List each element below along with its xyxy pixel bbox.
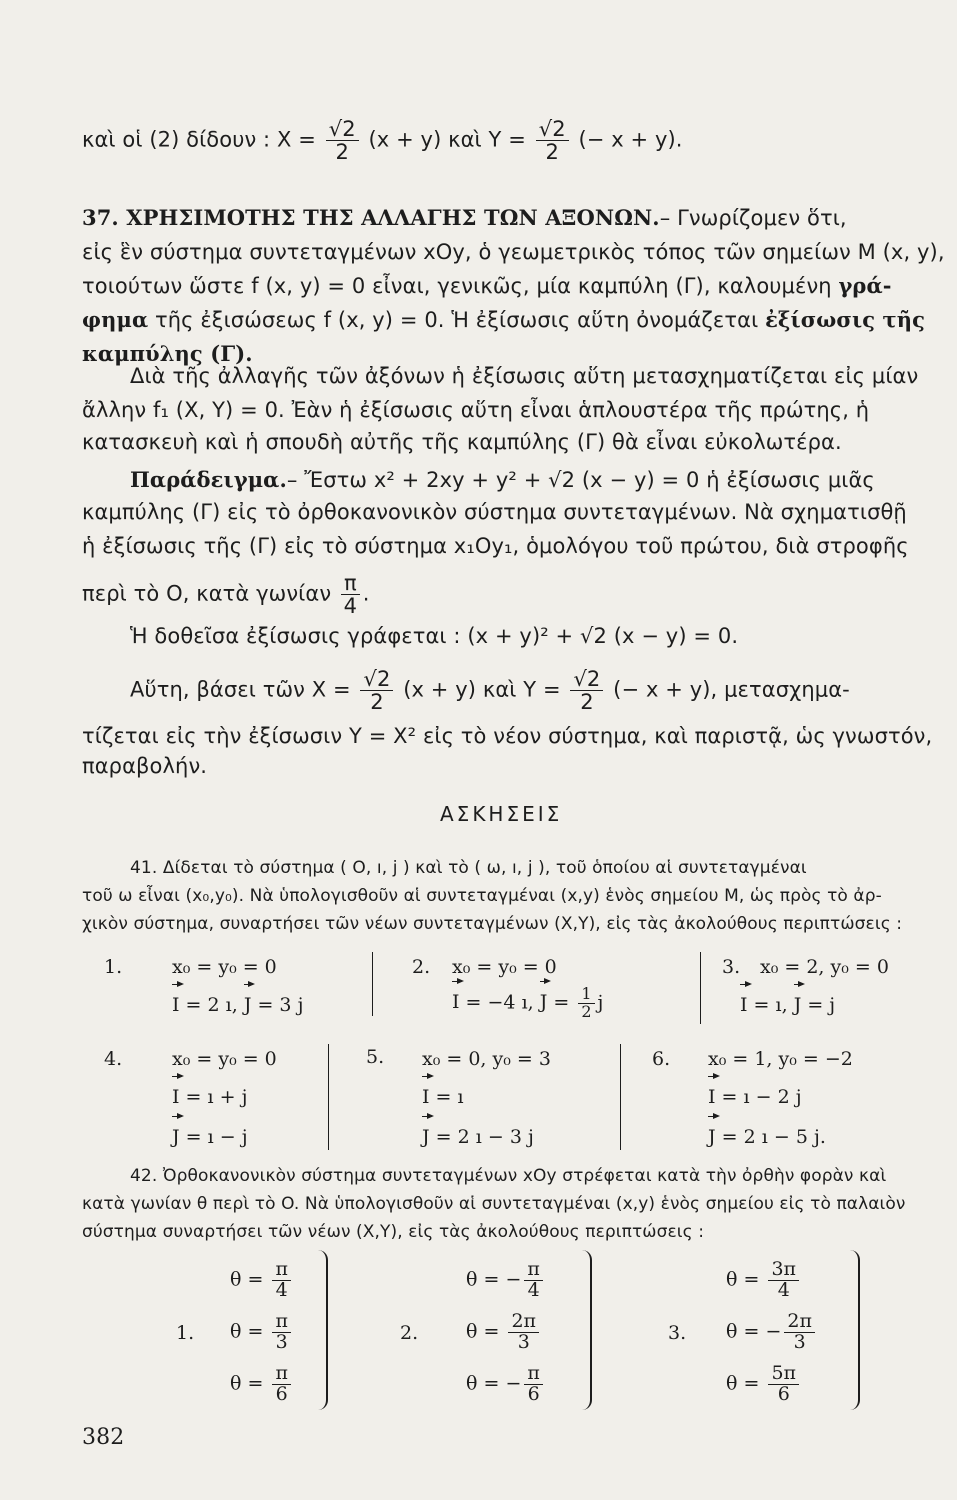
text-line: περὶ τὸ O, κατὰ γωνίαν $\frac{\pi}{4}$ . [82,571,370,619]
case-vector-i: I = ı − 2 j [708,1086,802,1108]
ex41-line: τοῦ ω εἶναι (x₀,y₀). Νὰ ὑπολογισθοῦν αἱ συντεταγμέναι (x,y) ἑνὸς σημείου M, ὡς πρὸς τὸ ἀρ- [82,886,882,906]
ex41-line: 41. Δίδεται τὸ σύστημα ( O, ı, j ) καὶ τὸ ( ω, ı, j ), τοῦ ὁποίου αἱ συντεταγμέναι [130,858,807,878]
ex42-angle-row: θ = − $\frac{2\pi}{3}$ [726,1312,818,1353]
text-line: καμπύλης (Γ). [82,341,253,366]
case-vector-i: I = ı + j [172,1086,248,1108]
text-line: φημα τῆς ἐξισώσεως f (x, y) = 0. Ἡ ἐξίσωσις αὕτη ὀνομάζεται ἐξίσωσις τῆς [82,307,926,332]
ex42-group-brace [318,1250,328,1410]
case-vectors: I = 2 ı, J = 3 j [172,994,304,1016]
case-vectors: I = −4 ı, J = $\frac{1}{2}$ j [452,984,604,1021]
ex42-line: 42. Ὀρθοκανονικὸν σύστημα συντεταγμένων xOy στρέφεται κατὰ τὴν ὀρθὴν φορὰν καὶ [130,1166,887,1186]
text-line: κατασκευὴ καὶ ἡ σπουδὴ αὐτῆς τῆς καμπύλης (Γ) θὰ εἶναι εὐκολωτέρα. [82,430,842,454]
column-divider [620,1044,621,1150]
exercises-heading: ΑΣΚΗΣΕΙΣ [440,802,563,826]
ex42-line: σύστημα συναρτήσει τῶν νέων (X,Y), εἰς τὰς ἀκολούθους περιπτώσεις : [82,1222,705,1242]
page-number: 382 [82,1425,125,1450]
case-number: 5. [366,1046,385,1068]
ex42-group-brace [582,1250,592,1410]
ex42-case-number: 2. [400,1322,419,1344]
case-origin: x₀ = y₀ = 0 [172,1048,277,1070]
ex42-case-number: 3. [668,1322,687,1344]
case-origin: x₀ = 1, y₀ = −2 [708,1048,853,1070]
case-vector-j: J = 2 ı − 5 j. [708,1126,826,1148]
text-line: τοιούτων ὥστε f (x, y) = 0 εἶναι, γενικῶς, μία καμπύλη (Γ), καλουμένη γρά- [82,273,892,298]
case-number: 2. [412,956,431,978]
ex42-angle-row: θ = $\frac{3\pi}{4}$ [726,1260,802,1301]
text-line: Διὰ τῆς ἀλλαγῆς τῶν ἀξόνων ἡ ἐξίσωσις αὕτη μετασχηματίζεται εἰς μίαν [130,364,919,388]
case-vector-j: J = ı − j [172,1126,248,1148]
ex42-angle-row: θ = $\frac{2\pi}{3}$ [466,1312,542,1353]
ex41-line: χικὸν σύστημα, συναρτήσει τῶν νέων συντεταγμένων (X,Y), εἰς τὰς ἀκολούθους περιπτώσεις : [82,914,903,934]
example-label: Παράδειγμα. [130,467,287,492]
ex42-line: κατὰ γωνίαν θ περὶ τὸ O. Νὰ ὑπολογισθοῦν αἱ συντεταγμέναι (x,y) ἑνὸς σημείου εἰς τὸ παλαιὸν [82,1194,906,1214]
top-formula-line: καὶ οἱ (2) δίδουν : X = $\frac{√2}{2}$ (x + y) καὶ Y = $\frac{√2}{2}$ (− x + y). [82,117,683,165]
ex42-angle-row: θ = $\frac{5\pi}{6}$ [726,1364,802,1405]
column-divider [700,952,701,1024]
ex42-angle-row: θ = $\frac{\pi}{3}$ [230,1312,294,1353]
case-vector-i: I = ı [422,1086,464,1108]
text-line: καμπύλης (Γ) εἰς τὸ ὀρθοκανονικὸν σύστημα συντεταγμένων. Νὰ σχηματισθῇ [82,500,907,524]
column-divider [328,1044,329,1150]
case-vectors: I = ı, J = j [740,994,836,1016]
case-origin: x₀ = y₀ = 0 [452,956,557,978]
text-line: Ἡ δοθεῖσα ἐξίσωσις γράφεται : (x + y)² + √2 (x − y) = 0. [130,624,739,648]
case-number: 4. [104,1048,123,1070]
case-vector-j: J = 2 ı − 3 j [422,1126,534,1148]
section-37-title: 37. ΧΡΗΣΙΜΟΤΗΣ ΤΗΣ ΑΛΛΑΓΗΣ ΤΩΝ ΑΞΟΝΩΝ. [82,205,660,230]
text-line: τίζεται εἰς τὴν ἐξίσωσιν Y = X² εἰς τὸ νέον σύστημα, καὶ παριστᾷ, ὡς γνωστόν, [82,724,933,748]
example-line: Παράδειγμα.– Ἔστω x² + 2xy + y² + √2 (x − y) = 0 ἡ ἐξίσωσις μιᾶς [130,467,875,492]
case-origin: x₀ = 0, y₀ = 3 [422,1048,551,1070]
ex42-case-number: 1. [176,1322,195,1344]
section-37-title-line: 37. ΧΡΗΣΙΜΟΤΗΣ ΤΗΣ ΑΛΛΑΓΗΣ ΤΩΝ ΑΞΟΝΩΝ.– Γνωρίζομεν ὅτι, [82,205,847,230]
ex42-angle-row: θ = − $\frac{\pi}{6}$ [466,1364,546,1405]
text-line: παραβολήν. [82,754,208,778]
case-number: 1. [104,956,123,978]
ex42-angle-row: θ = $\frac{\pi}{4}$ [230,1260,294,1301]
text-line: Αὕτη, βάσει τῶν X = $\frac{√2}{2}$ (x + y) καὶ Y = $\frac{√2}{2}$ (− x + y), μετασχημα- [130,667,850,715]
case-number: 3. [722,956,741,978]
text-line: ἄλλην f₁ (X, Y) = 0. Ἐὰν ἡ ἐξίσωσις αὕτη εἶναι ἁπλουστέρα τῆς πρώτης, ἡ [82,398,870,422]
ex42-angle-row: θ = − $\frac{\pi}{4}$ [466,1260,546,1301]
ex42-group-brace [850,1250,860,1410]
case-number: 6. [652,1048,671,1070]
text-line: εἰς ἓν σύστημα συντεταγμένων xOy, ὁ γεωμετρικὸς τόπος τῶν σημείων M (x, y), [82,240,945,264]
case-origin: x₀ = y₀ = 0 [172,956,277,978]
column-divider [372,952,373,1016]
case-origin: x₀ = 2, y₀ = 0 [760,956,889,978]
text-line: ἡ ἐξίσωσις τῆς (Γ) εἰς τὸ σύστημα x₁Oy₁, ὁμολόγου τοῦ πρώτου, διὰ στροφῆς [82,534,909,558]
ex42-angle-row: θ = $\frac{\pi}{6}$ [230,1364,294,1405]
